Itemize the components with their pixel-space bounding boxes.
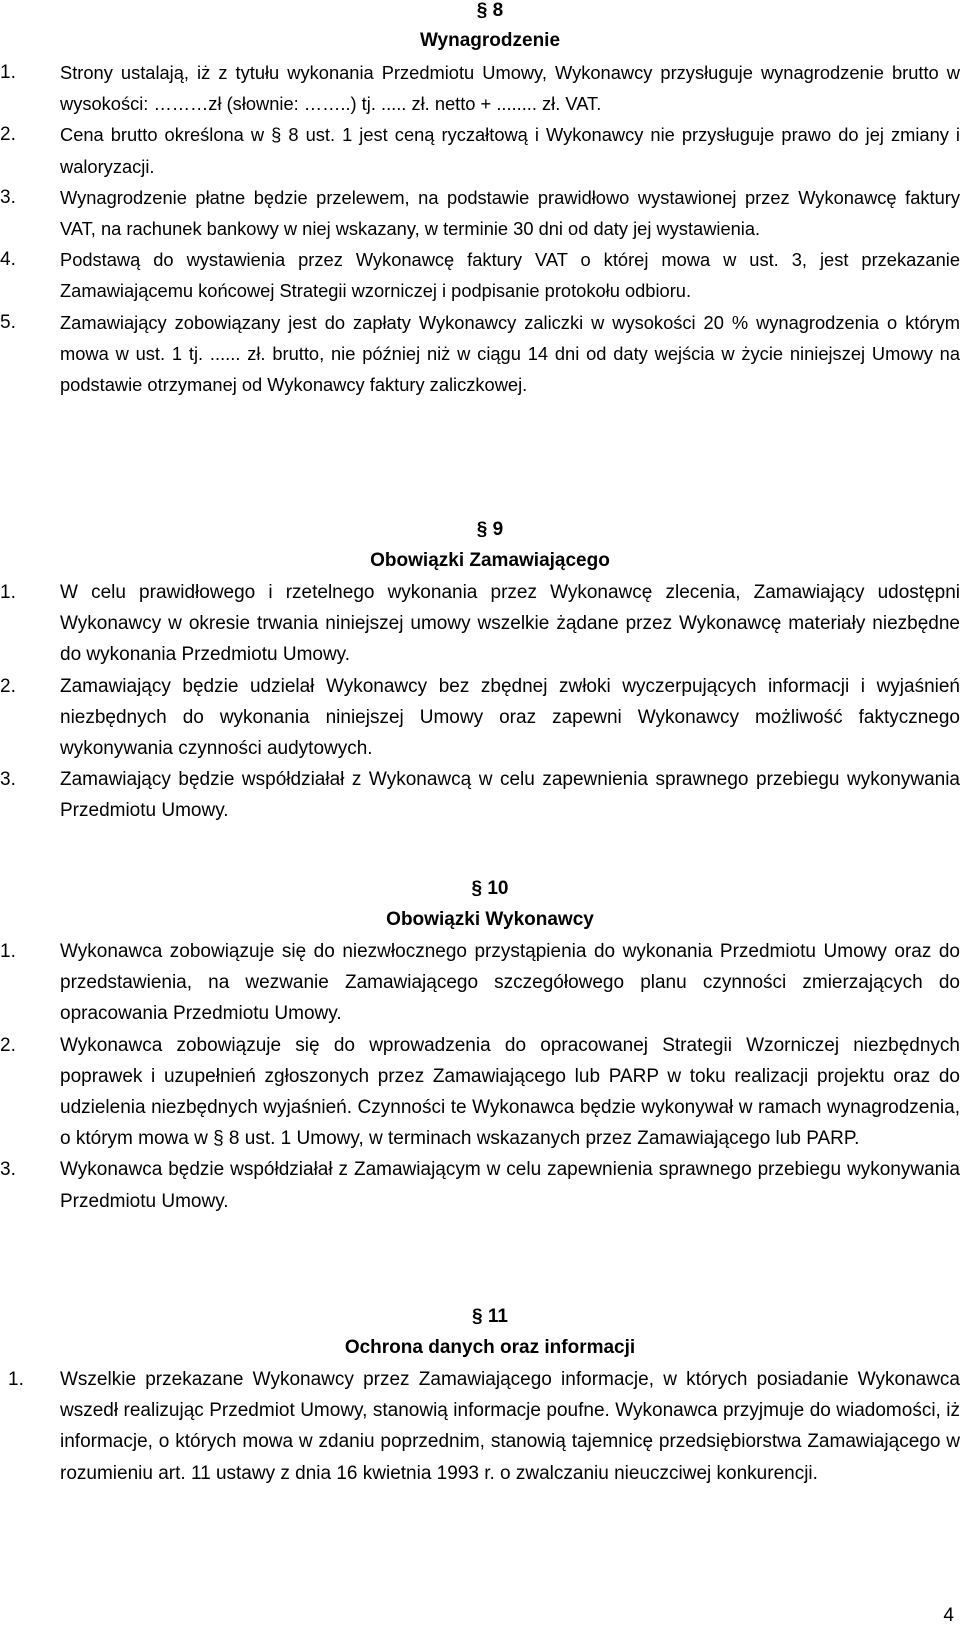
section-symbol: § 11 <box>472 1306 508 1327</box>
list-item <box>0 1154 960 1216</box>
list-item <box>0 764 960 826</box>
section-10 <box>0 878 960 1217</box>
item-text: Wykonawca zobowiązuje się do wprowadzenia do opracowanej Strategii Wzorniczej niezbędnych poprawek i uzupełnień zgłoszonych przez Zamawiającego lub PARP w toku realizacji projektu oraz do udzielenia niezbędnych wyjaśnień. Czynności te Wykonawca będzie wykonywał w ramach wynagrodzenia, o którym mowa w § 8 ust. 1 Umowy, w terminach wskazanych przez Zamawiającego lub PARP. <box>60 1034 960 1150</box>
item-number: 1. <box>0 941 16 962</box>
section-heading: Obowiązki Wykonawcy <box>386 909 594 930</box>
item-number: 2. <box>0 124 16 146</box>
item-text: Podstawą do wystawienia przez Wykonawcę faktury VAT o której mowa w ust. 3, jest przekazanie Zamawiającemu końcowej Strategii wzorniczej i podpisanie protokołu odbioru. <box>60 249 960 302</box>
item-text: Wykonawca będzie współdziałał z Zamawiającym w celu zapewnienia sprawnego przebiegu wykonywania Przedmiotu Umowy. <box>60 1159 960 1212</box>
item-text: Wszelkie przekazane Wykonawcy przez Zamawiającego informacje, w których posiadanie Wykonawca wszedł realizując Przedmiot Umowy, stanowią informacje poufne. Wykonawca przyjmuje do wiadomości, iż informacje, o których mowa w zdaniu poprzednim, stanowią tajemnicę przedsiębiorstwa Zamawiającego w rozumieniu art. 11 ustawy z dnia 16 kwietnia 1993 r. o zwalczaniu nieuczciwej konkurencji. <box>60 1369 960 1484</box>
item-text: Zamawiający będzie współdziałał z Wykonawcą w celu zapewnienia sprawnego przebiegu wykonywania Przedmiotu Umowy. <box>60 769 960 822</box>
list-item <box>0 244 960 306</box>
item-number: 2. <box>0 1034 16 1056</box>
section-items <box>0 1364 960 1489</box>
section-symbol: § 9 <box>476 519 504 540</box>
item-number: 1. <box>8 1369 24 1390</box>
section-heading: Ochrona danych oraz informacji <box>344 1337 636 1358</box>
list-item <box>0 936 960 1030</box>
item-number: 5. <box>0 311 16 333</box>
section-items <box>0 577 960 827</box>
section-items <box>0 936 960 1217</box>
page-number: 4 <box>943 1605 954 1626</box>
section-items <box>0 57 960 400</box>
item-number: 3. <box>0 769 16 791</box>
item-number: 1. <box>0 62 16 83</box>
item-number: 1. <box>0 582 16 603</box>
list-item <box>0 119 960 181</box>
section-8 <box>0 0 960 400</box>
item-number: 3. <box>0 1159 16 1181</box>
section-symbol: § 10 <box>471 878 509 899</box>
item-text: Zamawiający będzie udzielał Wykonawcy bez zbędnej zwłoki wyczerpujących informacji i wyjaśnień niezbędnych do wykonania niniejszej Umowy oraz zapewni Wykonawcy możliwość faktycznego wykonywania czynności audytowych. <box>60 675 960 760</box>
section-11 <box>0 1306 960 1489</box>
item-text: Cena brutto określona w § 8 ust. 1 jest ceną ryczałtową i Wykonawcy nie przysługuje prawo do jej zmiany i waloryzacji. <box>60 124 960 177</box>
item-number: 3. <box>0 186 16 208</box>
section-symbol: § 8 <box>476 0 504 21</box>
item-text: Strony ustalają, iż z tytułu wykonania Przedmiotu Umowy, Wykonawcy przysługuje wynagrodzenie brutto w wysokości: ………zł (słownie: ……..) tj. ..... zł. netto + ........ zł. VAT. <box>60 62 960 115</box>
section-9 <box>0 519 960 827</box>
list-item <box>0 307 960 401</box>
list-item <box>0 57 960 119</box>
item-text: Zamawiający zobowiązany jest do zapłaty Wykonawcy zaliczki w wysokości 20 % wynagrodzenia o którym mowa w ust. 1 tj. ...... zł. brutto, nie później niż w ciągu 14 dni od daty wejścia w życie niniejszej Umowy na podstawie otrzymanej od Wykonawcy faktury zaliczkowej. <box>60 311 960 396</box>
item-text: Wynagrodzenie płatne będzie przelewem, na podstawie prawidłowo wystawionej przez Wykonawcę faktury VAT, na rachunek bankowy w niej wskazany, w terminie 30 dni od daty jej wystawienia. <box>60 186 960 240</box>
section-heading: Wynagrodzenie <box>419 30 561 51</box>
list-item <box>0 182 960 244</box>
item-text: Wykonawca zobowiązuje się do niezwłocznego przystąpienia do wykonania Przedmiotu Umowy oraz do przedstawienia, na wezwanie Zamawiającego szczegółowego planu czynności zmierzających do opracowania Przedmiotu Umowy. <box>60 941 960 1025</box>
list-item <box>0 1030 960 1155</box>
item-text: W celu prawidłowego i rzetelnego wykonania przez Wykonawcę zlecenia, Zamawiający udostępni Wykonawcy w okresie trwania niniejszej umowy wszelkie żądane przez Wykonawcę materiały niezbędne do wykonania Przedmiotu Umowy. <box>60 582 960 666</box>
item-number: 2. <box>0 675 16 697</box>
list-item <box>0 671 960 765</box>
list-item <box>0 1364 960 1489</box>
section-heading: Obowiązki Zamawiającego <box>370 550 610 571</box>
item-number: 4. <box>0 249 16 271</box>
list-item <box>0 577 960 671</box>
